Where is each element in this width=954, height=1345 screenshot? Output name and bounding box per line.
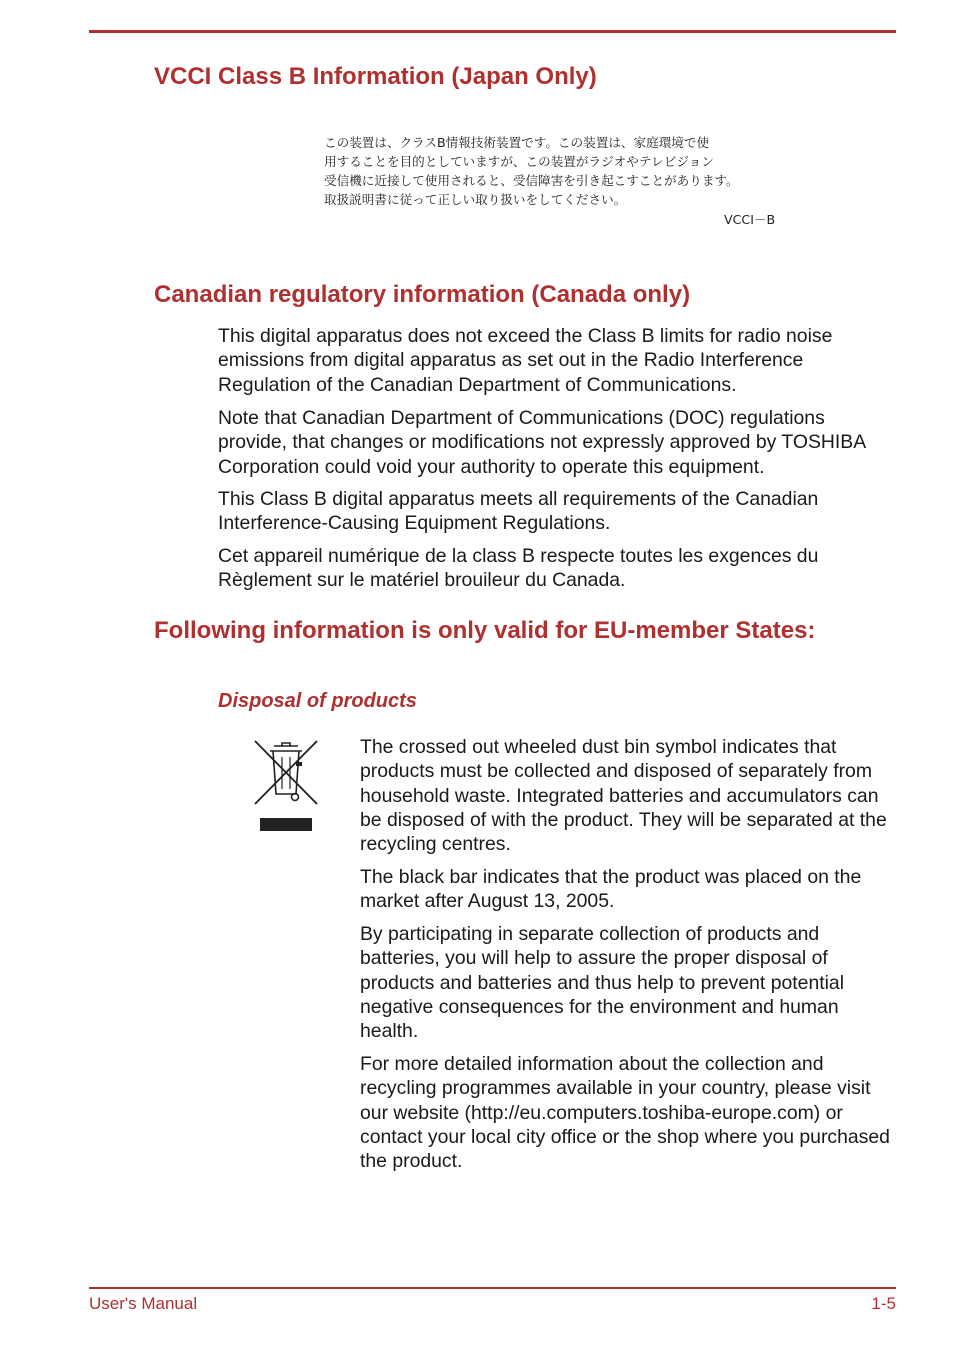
footer-rule	[89, 1287, 896, 1289]
vcci-notice-line: 取扱説明書に従って正しい取り扱いをしてください。	[324, 192, 627, 207]
canada-heading: Canadian regulatory information (Canada only)	[154, 281, 691, 308]
black-bar-icon	[260, 818, 312, 831]
canada-paragraph: Cet appareil numérique de la class B respecte toutes les exgences du Règlement sur le matériel brouileur du Canada.	[218, 545, 819, 592]
footer-manual-title: User's Manual	[89, 1294, 198, 1313]
header-rule	[89, 30, 896, 33]
disposal-paragraph: By participating in separate collection of products and batteries, you will help to assure the proper disposal of products and batteries and thus help to prevent potential negative consequences for the environment and human health.	[360, 923, 845, 1043]
vcci-notice-line: 受信機に近接して使用されると、受信障害を引き起こすことがあります。	[324, 173, 739, 188]
vcci-notice-box	[324, 133, 804, 209]
vcci-notice-line: 用することを目的としていますが、この装置がラジオやテレビジョン	[324, 154, 714, 169]
disposal-paragraph: The crossed out wheeled dust bin symbol indicates that products must be collected and disposed of separately from household waste. Integrated batteries and accumulators can be disposed of with the product. They will be separated at the recycling centres.	[360, 736, 887, 856]
disposal-paragraph: The black bar indicates that the product was placed on the market after August 13, 2005.	[360, 866, 862, 913]
disposal-paragraph: For more detailed information about the collection and recycling programmes available in your country, please visit our website (http://eu.computers.toshiba-europe.com) or contact your local city office or the shop where you purchased the product.	[360, 1053, 890, 1173]
eu-heading: Following information is only valid for EU-member States:	[154, 617, 816, 644]
canada-paragraph: This digital apparatus does not exceed the Class B limits for radio noise emissions from digital apparatus as set out in the Radio Interference Regulation of the Canadian Department of Communications.	[218, 325, 833, 396]
canada-paragraph: This Class B digital apparatus meets all requirements of the Canadian Interference-Causing Equipment Regulations.	[218, 488, 819, 535]
vcci-notice-line: この装置は、クラスB情報技術装置です。この装置は、家庭環境で使	[324, 135, 710, 150]
page-number: 1-5	[871, 1294, 896, 1313]
disposal-subheading: Disposal of products	[218, 690, 417, 712]
crossed-out-wheeled-bin-icon	[252, 738, 320, 834]
vcci-class-code: VCCI－B	[724, 212, 776, 227]
canada-paragraph: Note that Canadian Department of Communications (DOC) regulations provide, that changes or modifications not expressly approved by TOSHIBA Corporation could void your authority to operate this equipment.	[218, 407, 866, 478]
vcci-heading: VCCI Class B Information (Japan Only)	[154, 63, 597, 90]
